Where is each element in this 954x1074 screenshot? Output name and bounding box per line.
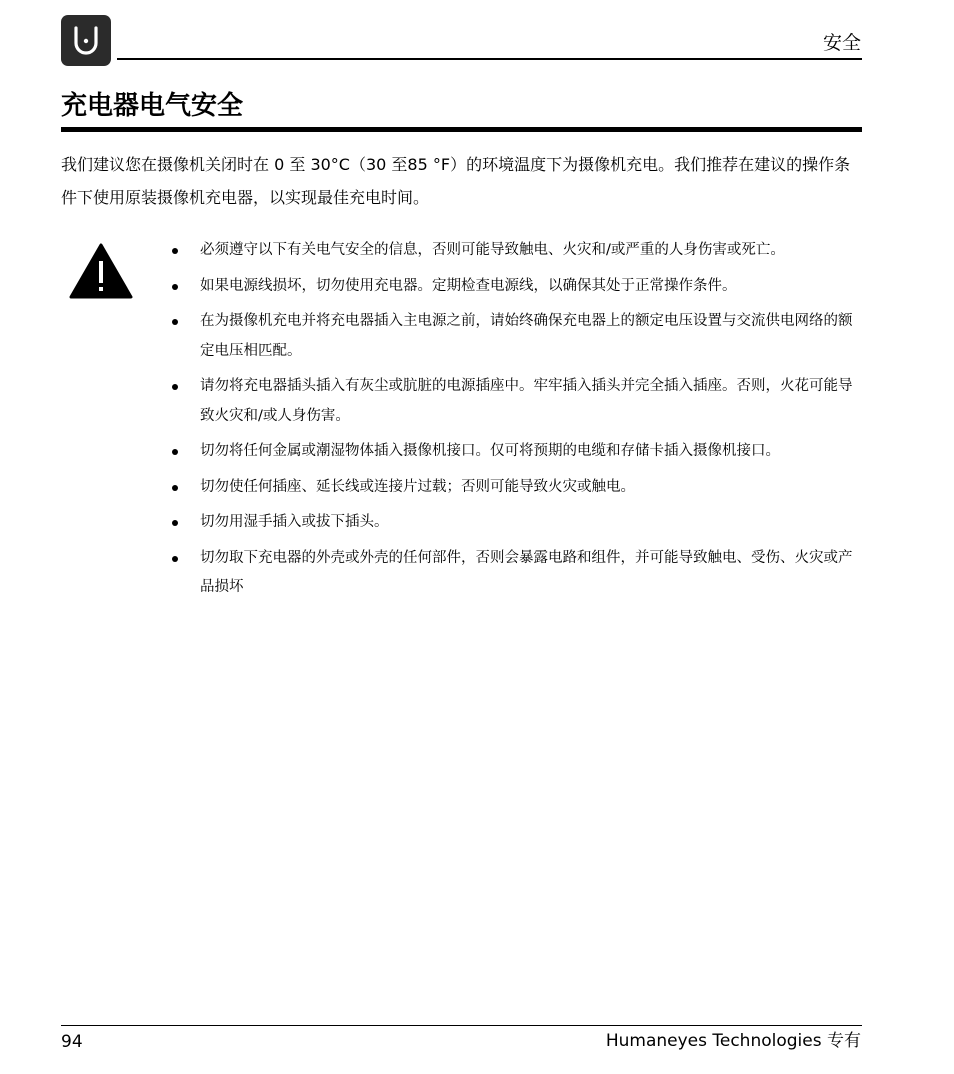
list-item [172,544,862,603]
list-item [172,236,862,266]
list-item [172,307,862,366]
page-title: 充电器电气安全 [61,91,244,121]
bullet-dot-icon [172,384,178,390]
bullet-dot-icon [172,248,178,254]
list-item [172,508,862,538]
footer-owner: Humaneyes Technologies 专有 [605,1031,861,1051]
bullet-dot-icon [172,449,178,455]
safety-bullet-list [172,236,862,609]
section-label: 安全 [822,32,861,54]
intro-paragraph: 我们建议您在摄像机关闭时在 0 至 30°C（30 至85 °F）的环境温度下为摄像机充电。我们推荐在建议的操作条件下使用原装摄像机充电器，以实现最佳充电时间。 [61,155,851,207]
bullet-text: 切勿将任何金属或潮湿物体插入摄像机接口。仅可将预期的电缆和存储卡插入摄像机接口。 [200,443,780,459]
bullet-text: 切勿取下充电器的外壳或外壳的任何部件，否则会暴露电路和组件，并可能导致触电、受伤、火灾或产品损坏 [200,549,853,595]
list-item [172,272,862,302]
bullet-text: 请勿将充电器插头插入有灰尘或肮脏的电源插座中。牢牢插入插头并完全插入插座。否则，火花可能导致火灾和/或人身伤害。 [200,378,853,424]
list-item [172,473,862,503]
bullet-dot-icon [172,284,178,290]
bullet-text: 在为摄像机充电并将充电器插入主电源之前，请始终确保充电器上的额定电压设置与交流供电网络的额定电压相匹配。 [200,313,853,359]
bullet-dot-icon [172,485,178,491]
list-item [172,437,862,467]
humaneyes-logo-icon [61,15,111,66]
bullet-dot-icon [172,520,178,526]
footer-rule [61,1025,862,1026]
title-rule [61,127,862,132]
bullet-text: 切勿用湿手插入或拔下插头。 [200,514,389,530]
warning-triangle-icon [68,240,134,300]
page-number: 94 [61,1032,83,1052]
bullet-text: 如果电源线损坏，切勿使用充电器。定期检查电源线，以确保其处于正常操作条件。 [200,277,737,294]
bullet-dot-icon [172,319,178,325]
bullet-text: 必须遵守以下有关电气安全的信息，否则可能导致触电、火灾和/或严重的人身伤害或死亡。 [200,242,785,258]
list-item [172,372,862,431]
header-rule [117,58,862,60]
bullet-dot-icon [172,556,178,562]
bullet-text: 切勿使任何插座、延长线或连接片过载；否则可能导致火灾或触电。 [200,478,635,495]
